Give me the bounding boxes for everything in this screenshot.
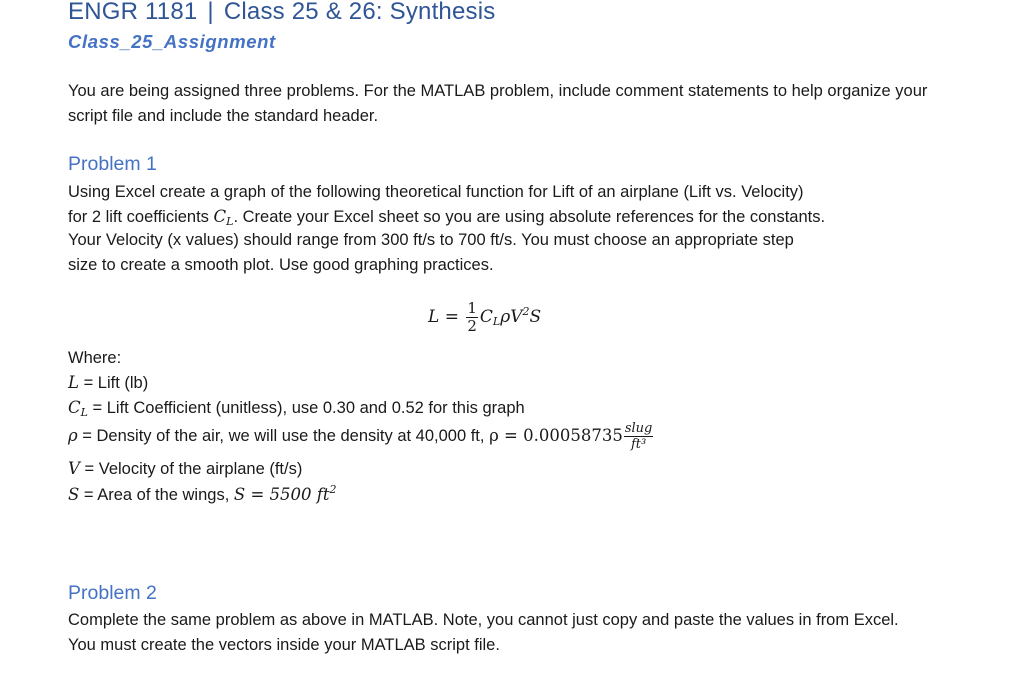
formula-lhs: L	[428, 307, 440, 327]
problem-1-line-3: Your Velocity (x values) should range from 300 ft/s to 700 ft/s. You must choose an appropriate step	[68, 231, 794, 249]
document-title	[68, 0, 495, 26]
course-code: ENGR 1181	[68, 0, 198, 25]
class-title: Class 25 & 26: Synthesis	[223, 0, 496, 25]
where-label: Where:	[68, 349, 122, 367]
area-value: S = 5500 $ft^2$	[233, 483, 337, 504]
problem-1-line-2-rest: . Create your Excel sheet so you are using absolute references for the constants.	[233, 208, 826, 226]
formula-s: S	[529, 307, 542, 327]
definition-lift-coefficient: $C_L$ = Lift Coefficient (unitless), use 0.30 and 0.52 for this graph	[68, 398, 525, 419]
formula-v: $V^2$	[510, 305, 530, 327]
formula-rho: ρ	[500, 307, 511, 327]
intro-paragraph: You are being assigned three problems. For the MATLAB problem, include comment statements to help organize your script file and include the standard header.	[68, 82, 928, 125]
definition-area: S = Area of the wings, S = 5500 $ft^2$	[68, 483, 337, 504]
assignment-subtitle: Class_25_Assignment	[68, 31, 276, 52]
definition-velocity: V = Velocity of the airplane (ft/s)	[68, 459, 303, 478]
density-value: ρ = 0.00058735	[489, 425, 623, 445]
problem-1-line-2	[68, 207, 825, 228]
problem-1-line-4: size to create a smooth plot. Use good graphing practices.	[68, 256, 494, 274]
problem-1-heading: Problem 1	[68, 153, 157, 175]
cl-inline-symbol: $C_L$	[213, 207, 234, 228]
formula-equals: =	[444, 307, 459, 327]
density-unit: $\frac{\text{slug}}{\text{ft³}}$	[624, 421, 653, 452]
lift-formula	[428, 300, 541, 348]
title-separator: |	[207, 0, 214, 25]
problem-1-line-1: Using Excel create a graph of the following theoretical function for Lift of an airplane (Lift vs. Velocity)	[68, 183, 804, 201]
definition-lift: L = Lift (lb)	[68, 373, 149, 392]
definition-density: ρ = Density of the air, we will use the density at 40,000 ft, ρ = 0.00058735 $\frac{\text{slug}}{\text{ft³}}$	[68, 421, 653, 452]
formula-fraction: $\frac{1}{2}$	[467, 299, 477, 335]
problem-2-heading: Problem 2	[68, 582, 157, 604]
problem-1-line-2-text: for 2 lift coefficients	[68, 208, 209, 226]
formula-cl: $C_L$	[479, 307, 501, 328]
problem-2-text: Complete the same problem as above in MATLAB. Note, you cannot just copy and paste the values in from Excel. You must create the vectors inside your MATLAB script file.	[68, 611, 899, 654]
